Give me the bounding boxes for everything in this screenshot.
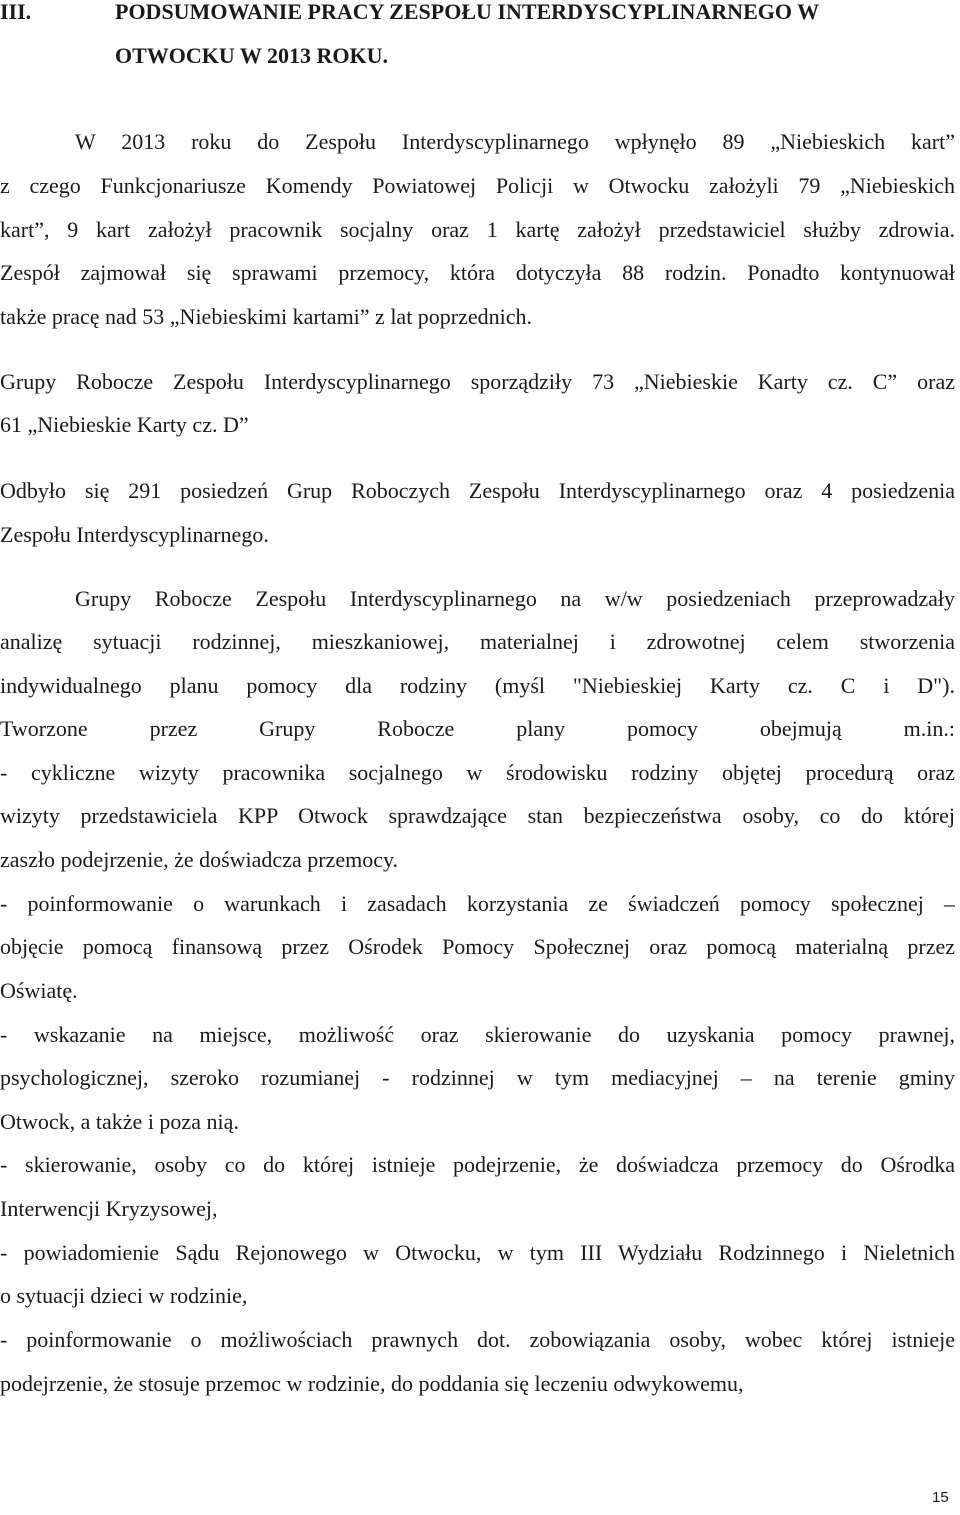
list-item-line: - skierowanie, osoby co do której istnieje podejrzenie, że doświadcza przemocy do Ośrodka [0, 1152, 955, 1177]
list-item-line: zaszło podejrzenie, że doświadcza przemocy. [0, 847, 399, 872]
paragraph-line: 61 „Niebieskie Karty cz. D” [0, 412, 249, 437]
paragraph-line: Odbyło się 291 posiedzeń Grup Roboczych Zespołu Interdyscyplinarnego oraz 4 posiedzenia [0, 478, 955, 503]
paragraph-line: analizę sytuacji rodzinnej, mieszkaniowej, materialnej i zdrowotnej celem stworzenia [0, 629, 955, 654]
list-item-line: wizyty przedstawiciela KPP Otwock sprawdzające stan bezpieczeństwa osoby, co do której [0, 803, 955, 828]
paragraph-line: W 2013 roku do Zespołu Interdyscyplinarnego wpłynęło 89 „Niebieskich kart” [75, 129, 955, 154]
list-item-line: psychologicznej, szeroko rozumianej - rodzinnej w tym mediacyjnej – na terenie gminy [0, 1065, 955, 1090]
paragraph-line: Tworzone przez Grupy Robocze plany pomocy obejmują m.in.: [0, 716, 955, 741]
paragraph-line: Grupy Robocze Zespołu Interdyscyplinarnego sporządziły 73 „Niebieskie Karty cz. C” oraz [0, 369, 955, 394]
paragraph-line: także pracę nad 53 „Niebieskimi kartami” z lat poprzednich. [0, 304, 533, 329]
section-number: III. [0, 0, 32, 24]
list-item-line: - poinformowanie o możliwościach prawnych dot. zobowiązania osoby, wobec której istnieje [0, 1327, 955, 1352]
list-item-line: Interwencji Kryzysowej, [0, 1196, 218, 1221]
list-item-line: - cykliczne wizyty pracownika socjalnego w środowisku rodziny objętej procedurą oraz [0, 760, 955, 785]
page-number: 15 [932, 1489, 949, 1506]
paragraph-line: Grupy Robocze Zespołu Interdyscyplinarnego na w/w posiedzeniach przeprowadzały [75, 586, 955, 611]
paragraph-line: z czego Funkcjonariusze Komendy Powiatowej Policji w Otwocku założyli 79 „Niebieskich [0, 173, 955, 198]
list-item-line: - poinformowanie o warunkach i zasadach korzystania ze świadczeń pomocy społecznej – [0, 891, 955, 916]
list-item-line: o sytuacji dzieci w rodzinie, [0, 1283, 248, 1308]
list-item-line: podejrzenie, że stosuje przemoc w rodzinie, do poddania się leczeniu odwykowemu, [0, 1371, 744, 1396]
paragraph-line: kart”, 9 kart założył pracownik socjalny oraz 1 kartę założył przedstawiciel służby zdrowia. [0, 217, 955, 242]
list-item-line: objęcie pomocą finansową przez Ośrodek Pomocy Społecznej oraz pomocą materialną przez [0, 934, 955, 959]
list-item-line: - powiadomienie Sądu Rejonowego w Otwocku, w tym III Wydziału Rodzinnego i Nieletnich [0, 1240, 955, 1265]
section-title-line-1: PODSUMOWANIE PRACY ZESPOŁU INTERDYSCYPLINARNEGO W [115, 0, 820, 24]
paragraph-line: Zespół zajmował się sprawami przemocy, która dotyczyła 88 rodzin. Ponadto kontynuował [0, 260, 955, 285]
paragraph-line: Zespołu Interdyscyplinarnego. [0, 522, 269, 547]
section-title-line-2: OTWOCKU W 2013 ROKU. [115, 43, 388, 68]
list-item-line: Oświatę. [0, 978, 78, 1003]
paragraph-line: indywidualnego planu pomocy dla rodziny (myśl "Niebieskiej Karty cz. C i D"). [0, 673, 955, 698]
list-item-line: - wskazanie na miejsce, możliwość oraz skierowanie do uzyskania pomocy prawnej, [0, 1022, 955, 1047]
list-item-line: Otwock, a także i poza nią. [0, 1109, 239, 1134]
